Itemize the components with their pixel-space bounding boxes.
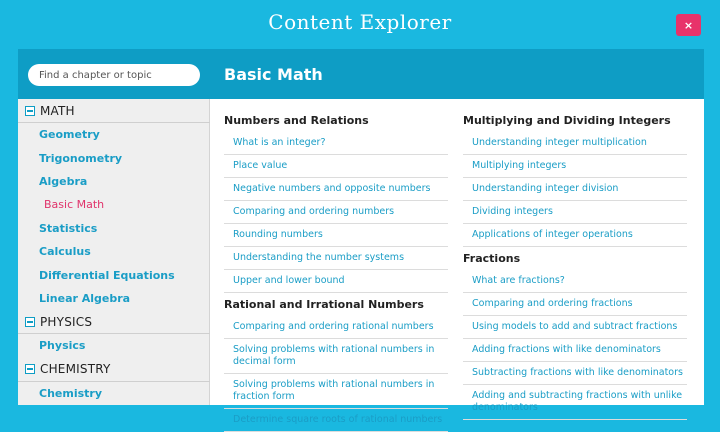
group-heading: Numbers and Relations <box>224 114 369 127</box>
topic-link[interactable]: Subtracting fractions with like denominators <box>463 362 687 385</box>
chapter-tree <box>18 99 210 405</box>
sidebar-item-linear-algebra[interactable] <box>18 287 210 310</box>
topic-column-left <box>224 109 448 432</box>
sidebar-item-label: Linear Algebra <box>39 291 131 305</box>
topic-link[interactable]: Solving problems with rational numbers in fraction form <box>224 374 448 409</box>
sidebar-item-differential-equations[interactable] <box>18 263 210 286</box>
topic-link[interactable]: Multiplying integers <box>463 155 687 178</box>
sidebar-item-label: Differential Equations <box>39 268 175 282</box>
sidebar-item-calculus[interactable] <box>18 240 210 263</box>
topic-link[interactable]: Adding and subtracting fractions with unlike denominators <box>463 385 687 420</box>
sidebar-item-label: Basic Math <box>44 198 105 212</box>
topic-link[interactable]: Solving problems with rational numbers in decimal form <box>224 339 448 374</box>
group-heading: Rational and Irrational Numbers <box>224 298 424 311</box>
sidebar-item-algebra[interactable] <box>18 170 210 193</box>
sidebar-section-math[interactable] <box>18 99 210 123</box>
title-bar <box>0 0 720 49</box>
close-button[interactable] <box>676 14 701 36</box>
topic-link[interactable]: Using models to add and subtract fractions <box>463 316 687 339</box>
topic-link[interactable]: Adding fractions with like denominators <box>463 339 687 362</box>
topic-link[interactable]: Dividing integers <box>463 201 687 224</box>
group-heading: Multiplying and Dividing Integers <box>463 114 671 127</box>
topic-link[interactable]: Comparing and ordering fractions <box>463 293 687 316</box>
topic-link[interactable]: Comparing and ordering rational numbers <box>224 316 448 339</box>
topic-link[interactable]: Applications of integer operations <box>463 224 687 247</box>
topic-link[interactable]: Rounding numbers <box>224 224 448 247</box>
topic-link[interactable]: Understanding the number systems <box>224 247 448 270</box>
section-label: PHYSICS <box>40 314 93 329</box>
section-label: MATH <box>40 103 75 118</box>
content-title: Basic Math <box>224 64 323 84</box>
topic-link[interactable]: Understanding integer division <box>463 178 687 201</box>
app-title: Content Explorer <box>268 10 452 34</box>
sidebar-item-physics[interactable] <box>18 334 210 357</box>
sidebar-item-label: Trigonometry <box>39 151 123 165</box>
explorer-panel <box>18 49 704 425</box>
sidebar-item-label: Chemistry <box>39 386 102 400</box>
sidebar-section-chemistry[interactable] <box>18 358 210 382</box>
topic-link[interactable]: What are fractions? <box>463 270 687 293</box>
collapse-icon[interactable] <box>25 317 35 327</box>
sidebar-item-geometry[interactable] <box>18 123 210 146</box>
content-area <box>210 49 704 425</box>
sidebar-item-label: Calculus <box>39 245 91 259</box>
sidebar-item-basic-math[interactable] <box>18 193 210 216</box>
sidebar-item-chemistry[interactable] <box>18 382 210 405</box>
sidebar-section-physics[interactable] <box>18 310 210 334</box>
sidebar-item-label: Physics <box>39 339 86 353</box>
sidebar-item-label: Algebra <box>39 174 88 188</box>
group-heading: Fractions <box>463 252 521 265</box>
sidebar-item-label: Geometry <box>39 128 100 142</box>
topic-link[interactable]: Comparing and ordering numbers <box>224 201 448 224</box>
search-input[interactable] <box>28 64 200 86</box>
topic-link[interactable]: Understanding integer multiplication <box>463 132 687 155</box>
close-icon: × <box>683 18 694 32</box>
topic-column-right <box>463 109 687 420</box>
topic-link[interactable]: Determine square roots of rational numbers <box>224 409 448 432</box>
topic-link[interactable]: Negative numbers and opposite numbers <box>224 178 448 201</box>
sidebar-item-label: Statistics <box>39 221 98 235</box>
sidebar-item-trigonometry[interactable] <box>18 146 210 169</box>
sidebar <box>18 49 210 405</box>
sidebar-item-statistics[interactable] <box>18 217 210 240</box>
section-label: CHEMISTRY <box>40 362 111 377</box>
topic-link[interactable]: Upper and lower bound <box>224 270 448 293</box>
content-header <box>210 49 704 99</box>
collapse-icon[interactable] <box>25 364 35 374</box>
search-bar <box>18 49 210 99</box>
topic-link[interactable]: What is an integer? <box>224 132 448 155</box>
collapse-icon[interactable] <box>25 106 35 116</box>
topic-link[interactable]: Place value <box>224 155 448 178</box>
